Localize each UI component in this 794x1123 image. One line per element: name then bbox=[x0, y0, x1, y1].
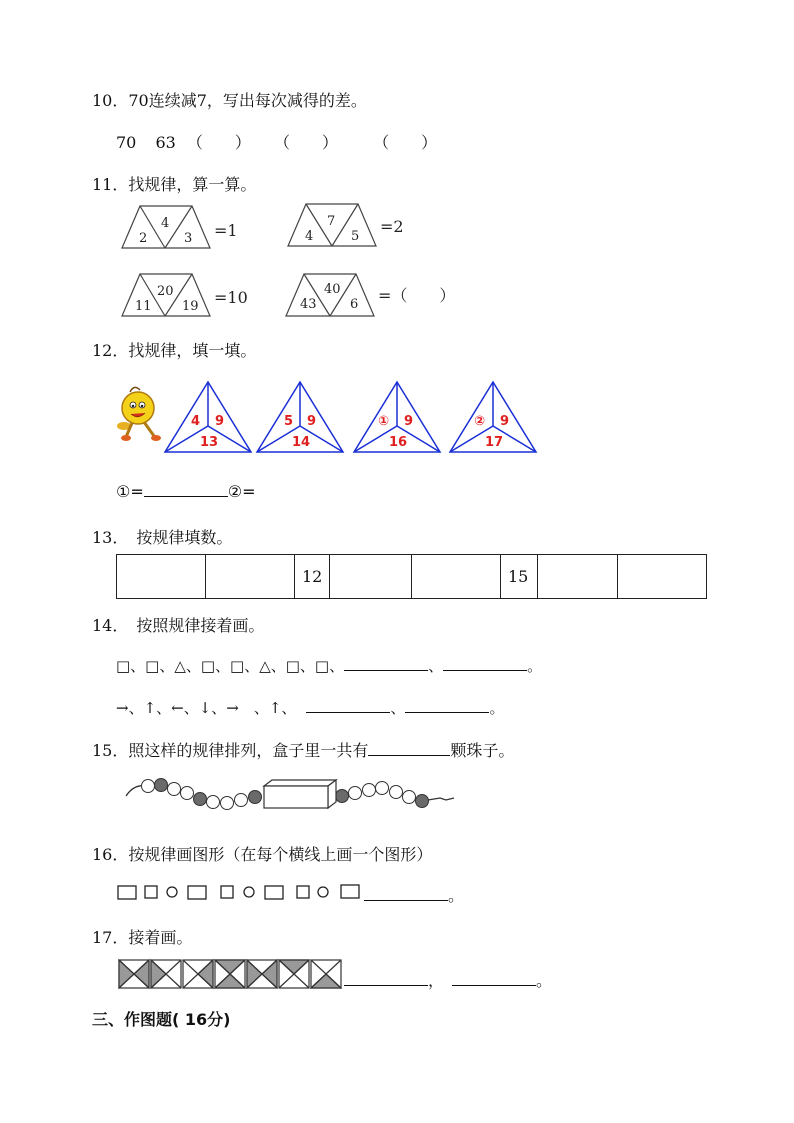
q14-end: 。 bbox=[489, 699, 505, 717]
q17-end: 。 bbox=[536, 971, 553, 990]
q11-text: 11．找规律，算一算。 bbox=[92, 175, 257, 194]
q15-text bbox=[92, 738, 514, 761]
q11-g3-top: 20 bbox=[157, 284, 174, 299]
q11-g2-right: 5 bbox=[351, 229, 360, 244]
q14-shape-blank-2[interactable] bbox=[443, 656, 527, 671]
q13-cell[interactable] bbox=[618, 555, 707, 599]
q16-answer-line[interactable] bbox=[364, 886, 448, 901]
q15-answer-line[interactable] bbox=[368, 741, 450, 756]
q12-answer1-line[interactable] bbox=[144, 482, 228, 497]
q12-answers bbox=[116, 482, 256, 501]
q10-sequence bbox=[116, 130, 437, 153]
q11-g3-result: =10 bbox=[214, 288, 248, 307]
q11-g4-top: 40 bbox=[324, 282, 341, 297]
q17-text: 17．接着画。 bbox=[92, 928, 193, 947]
q16-text: 16．按规律画图形（在每个横线上画一个图形） bbox=[92, 845, 433, 864]
box-icon bbox=[264, 780, 336, 808]
section3-heading: 三、作图题( 16分) bbox=[92, 1010, 231, 1029]
q11-g4-left: 43 bbox=[300, 297, 317, 312]
q14-shapes-row bbox=[116, 655, 542, 676]
q11-g4-result[interactable]: =（ ） bbox=[378, 286, 456, 305]
q11-g1-top: 4 bbox=[161, 216, 170, 231]
q14-text: 14． 按照规律接着画。 bbox=[92, 616, 265, 635]
q15-text-after: 颗珠子。 bbox=[450, 741, 515, 760]
q12-answer1-label: ①= bbox=[116, 482, 144, 501]
q12-t3-bottom: 16 bbox=[389, 435, 408, 450]
q11-g2-result: =2 bbox=[380, 217, 404, 236]
q12-t3-left: ① bbox=[378, 414, 390, 429]
q13-number-table bbox=[116, 554, 707, 599]
q10-blank[interactable]: （ ） bbox=[373, 133, 438, 152]
q11-g3-right: 19 bbox=[182, 299, 199, 314]
q12-t2-bottom: 14 bbox=[292, 435, 311, 450]
q12-t2-left: 5 bbox=[284, 414, 294, 429]
q17-answers bbox=[344, 968, 552, 991]
q14-sep: 、 bbox=[428, 657, 444, 675]
q12-t1-right: 9 bbox=[215, 414, 225, 429]
q13-cell[interactable] bbox=[412, 555, 501, 599]
q12-t2-right: 9 bbox=[307, 414, 317, 429]
q12-t4-right: 9 bbox=[500, 414, 510, 429]
q14-end: 。 bbox=[527, 657, 543, 675]
q10-blank[interactable]: （ ） bbox=[274, 133, 339, 152]
q10-item: 63 bbox=[155, 133, 176, 152]
q11-triangle-puzzles bbox=[110, 202, 480, 326]
q11-g1-right: 3 bbox=[184, 231, 193, 246]
q14-arrows-row bbox=[116, 697, 504, 718]
q17-answer-line-1[interactable] bbox=[344, 971, 428, 986]
q12-t4-left: ② bbox=[474, 414, 486, 429]
q12-t1-left: 4 bbox=[191, 414, 201, 429]
q13-text: 13． 按规律填数。 bbox=[92, 528, 233, 547]
q14-arrows: →、↑、←、↓、→ 、↑、 bbox=[116, 699, 297, 717]
q12-text: 12．找规律，填一填。 bbox=[92, 341, 257, 360]
q13-cell: 15 bbox=[501, 555, 538, 599]
q12-triangle-puzzles bbox=[114, 378, 544, 458]
mascot-icon bbox=[117, 387, 161, 441]
q10-text: 10．70连续减7，写出每次减得的差。 bbox=[92, 91, 367, 110]
q10-blank[interactable]: （ ） bbox=[186, 133, 251, 152]
q16-shape-sequence bbox=[116, 882, 366, 902]
q12-t4-bottom: 17 bbox=[485, 435, 504, 450]
q14-arrow-blank-2[interactable] bbox=[405, 698, 489, 713]
q13-cell: 12 bbox=[295, 555, 330, 599]
q16-answer bbox=[364, 883, 464, 906]
q13-cell[interactable] bbox=[330, 555, 412, 599]
q17-answer-line-2[interactable] bbox=[452, 971, 536, 986]
q12-t3-right: 9 bbox=[404, 414, 414, 429]
q10-item: 70 bbox=[116, 133, 137, 152]
q14-arrow-blank-1[interactable] bbox=[306, 698, 390, 713]
q12-t1-bottom: 13 bbox=[200, 435, 219, 450]
q11-g3-left: 11 bbox=[135, 299, 152, 314]
q17-sep: ， bbox=[428, 971, 445, 990]
q11-g1-result: =1 bbox=[214, 221, 238, 240]
q14-sep: 、 bbox=[390, 699, 406, 717]
q11-g1-left: 2 bbox=[139, 231, 148, 246]
q16-end: 。 bbox=[448, 886, 465, 905]
q11-g2-left: 4 bbox=[305, 229, 314, 244]
q13-cell[interactable] bbox=[538, 555, 618, 599]
q12-answer2-label: ②= bbox=[227, 482, 256, 501]
q17-pattern-squares bbox=[118, 958, 348, 990]
q15-bead-string bbox=[124, 776, 458, 812]
q15-text-before: 15．照这样的规律排列，盒子里一共有 bbox=[92, 741, 369, 760]
q13-cell[interactable] bbox=[206, 555, 295, 599]
q11-g4-right: 6 bbox=[350, 297, 359, 312]
q13-cell[interactable] bbox=[117, 555, 206, 599]
q14-shape-blank-1[interactable] bbox=[344, 656, 428, 671]
q11-g2-top: 7 bbox=[327, 214, 336, 229]
q14-shapes: □、□、△、□、□、△、□、□、 bbox=[116, 657, 345, 675]
